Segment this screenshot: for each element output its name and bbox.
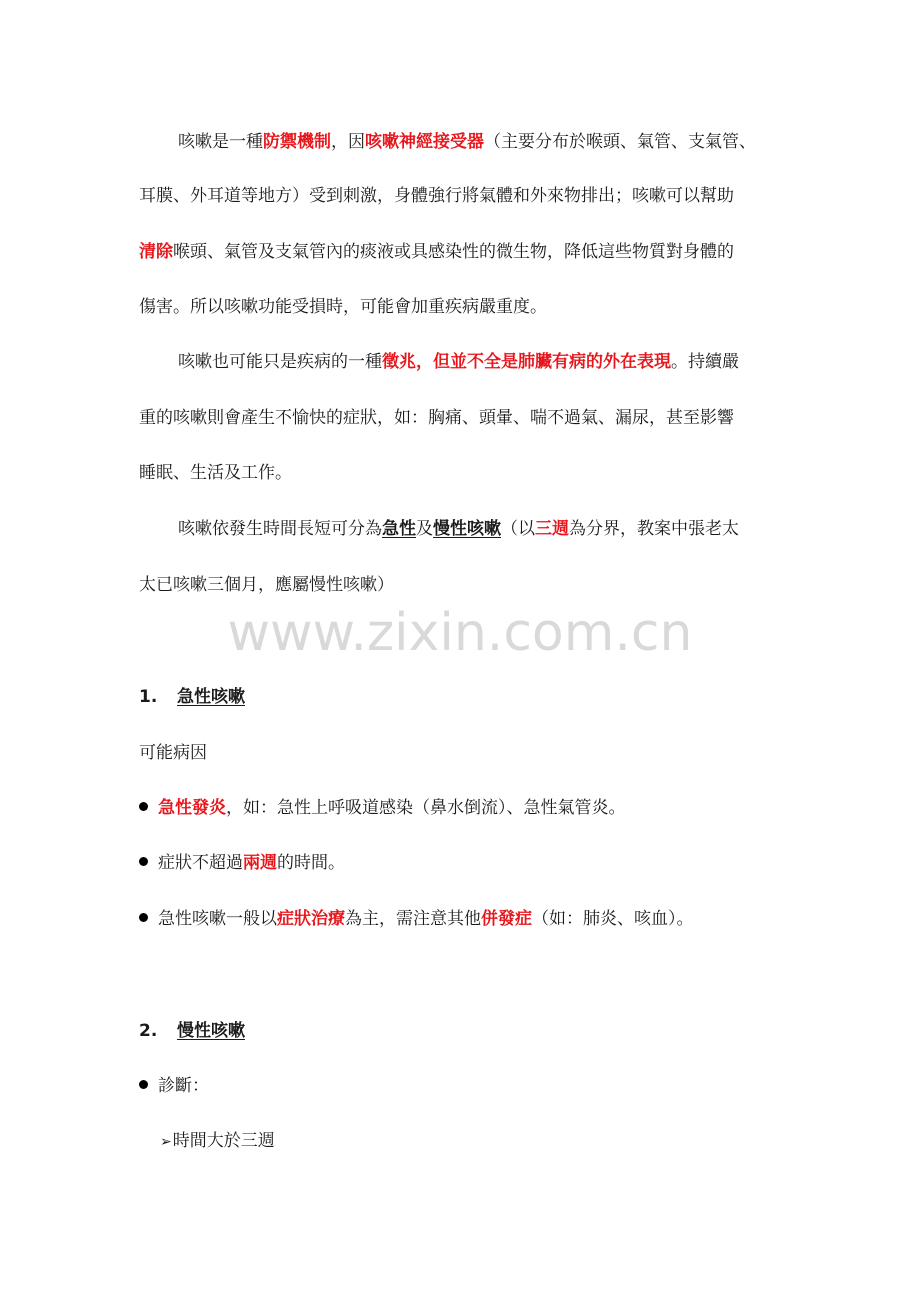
paragraph-1-line-2: 耳膜、外耳道等地方）受到刺激，身體強行將氣體和外來物排出；咳嗽可以幫助 <box>139 186 734 206</box>
text: 。持續嚴 <box>671 352 739 372</box>
bullet-icon <box>139 802 148 811</box>
bullet-item-3 <box>139 907 694 931</box>
section-1-subtitle: 可能病因 <box>139 743 207 763</box>
paragraph-3-line-2: 太已咳嗽三個月，應屬慢性咳嗽） <box>139 575 394 595</box>
highlight-three-weeks: 三週 <box>535 519 569 539</box>
text: 咳嗽也可能只是疾病的一種 <box>178 352 382 372</box>
highlight-defense-mechanism: 防禦機制 <box>263 132 331 152</box>
paragraph-1-line-1 <box>178 130 756 154</box>
text: 的時間。 <box>277 853 345 873</box>
paragraph-2-line-1 <box>178 350 739 374</box>
text: ，如：急性上呼吸道感染（鼻水倒流）、急性氣管炎。 <box>226 798 626 818</box>
section-number: 2. <box>139 1021 158 1041</box>
paragraph-2-line-2: 重的咳嗽則會產生不愉快的症狀，如：胸痛、頭暈、喘不過氣、漏尿，甚至影響 <box>139 408 734 428</box>
highlight-symptom: 徵兆，但並不全是肺臟有病的外在表現 <box>382 352 671 372</box>
section-2-heading <box>139 1019 245 1043</box>
bullet-item-1 <box>139 796 626 820</box>
section-title: 急性咳嗽 <box>177 687 245 707</box>
arrow-bullet-icon: ➢ <box>160 1134 172 1150</box>
text: 急性咳嗽一般以 <box>158 909 277 929</box>
diagnosis-sub-item <box>160 1129 275 1154</box>
text: 喉頭、氣管及支氣管內的痰液或具感染性的微生物，降低這些物質對身體的 <box>173 242 734 262</box>
highlight-clear: 清除 <box>139 242 173 262</box>
bullet-icon <box>139 857 148 866</box>
text: 咳嗽是一種 <box>178 132 263 152</box>
text: 為分界，教案中張老太 <box>569 519 739 539</box>
bullet-item-2 <box>139 851 345 875</box>
highlight-two-weeks: 兩週 <box>243 853 277 873</box>
highlight-symptom-treatment: 症狀治療 <box>277 909 345 929</box>
highlight-complications: 併發症 <box>481 909 532 929</box>
text: 及 <box>416 519 433 539</box>
diagnosis-bullet <box>139 1074 209 1098</box>
section-title: 慢性咳嗽 <box>177 1021 245 1041</box>
text: （如：肺炎、咳血）。 <box>532 909 694 929</box>
text: ，因 <box>331 132 365 152</box>
text: 為主，需注意其他 <box>345 909 481 929</box>
term-acute: 急性 <box>382 519 416 539</box>
term-chronic-cough: 慢性咳嗽 <box>433 519 501 539</box>
paragraph-1-line-4: 傷害。所以咳嗽功能受損時，可能會加重疾病嚴重度。 <box>139 297 547 317</box>
watermark: www.zixin.com.cn <box>227 603 693 663</box>
section-number: 1. <box>139 687 158 707</box>
paragraph-3-line-1 <box>178 517 739 541</box>
bullet-icon <box>139 913 148 922</box>
text: 症狀不超過 <box>158 853 243 873</box>
bullet-icon <box>139 1080 148 1089</box>
text: 時間大於三週 <box>172 1131 275 1151</box>
text: （以 <box>501 519 535 539</box>
text: 咳嗽依發生時間長短可分為 <box>178 519 382 539</box>
section-1-heading <box>139 685 245 709</box>
paragraph-1-line-3 <box>139 240 734 264</box>
highlight-acute-inflammation: 急性發炎 <box>158 798 226 818</box>
paragraph-2-line-3: 睡眠、生活及工作。 <box>139 463 292 483</box>
highlight-cough-receptor: 咳嗽神經接受器 <box>365 132 484 152</box>
text: （主要分布於喉頭、氣管、支氣管、 <box>484 132 756 152</box>
text: 診斷： <box>158 1076 209 1096</box>
